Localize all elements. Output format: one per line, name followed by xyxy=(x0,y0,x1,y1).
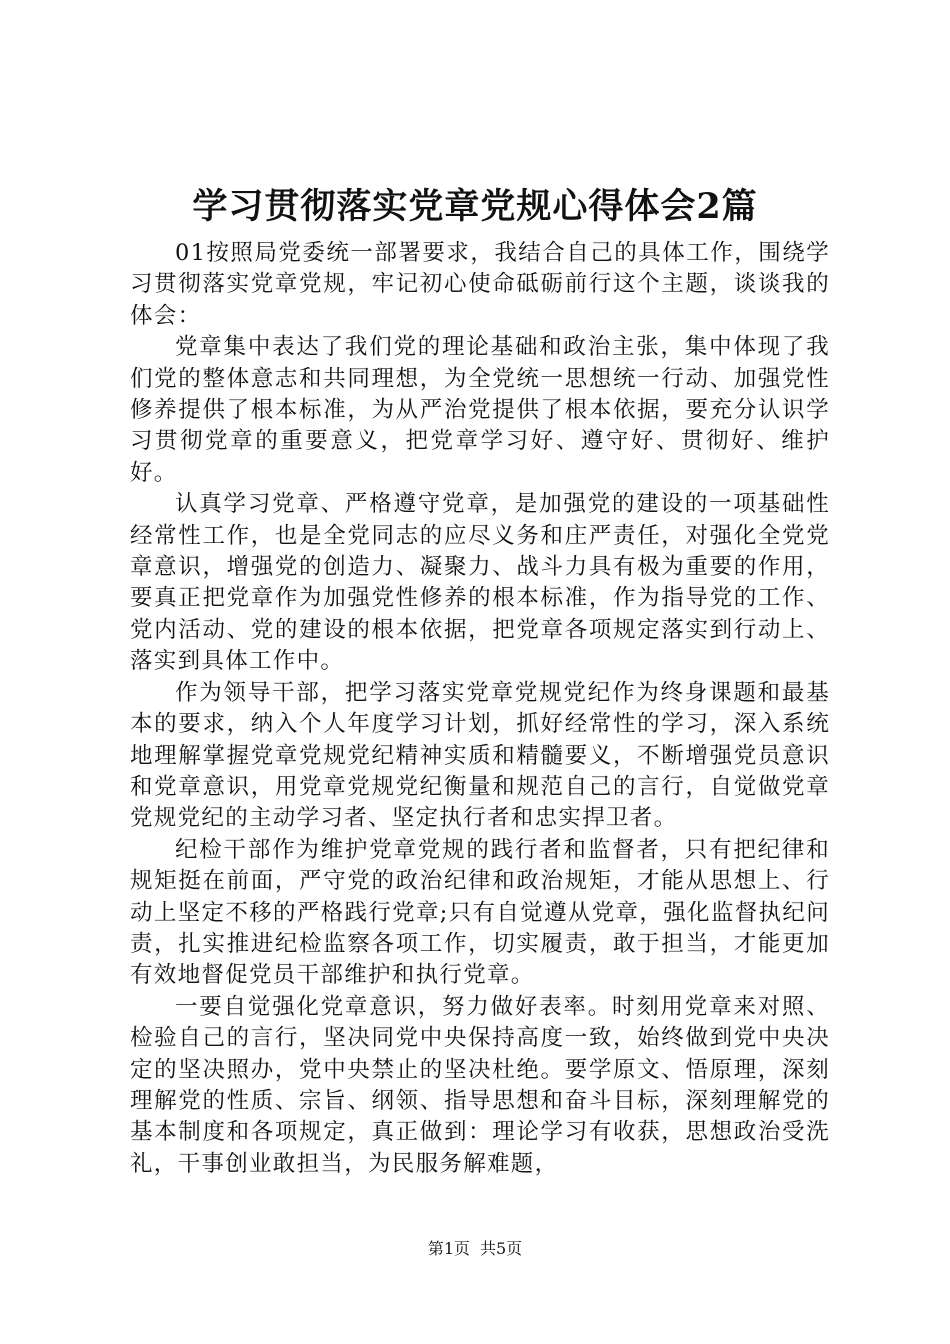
document-title: 学习贯彻落实党章党规心得体会2篇 xyxy=(192,186,758,227)
page-total: 共5页 xyxy=(480,1239,523,1258)
document-body xyxy=(130,238,830,1180)
paragraph: 作为领导干部，把学习落实党章党规党纪作为终身课题和最基本的要求，纳入个人年度学习计划，抓好经常性的学习，深入系统地理解掌握党章党规党纪精神实质和精髓要义，不断增强党员意识和党章意识，用党章党规党纪衡量和规范自己的言行，自觉做党章党规党纪的主动学习者、坚定执行者和忠实捍卫者。 xyxy=(130,679,830,832)
page-number: 第1页 xyxy=(427,1239,470,1258)
paragraph: 纪检干部作为维护党章党规的践行者和监督者，只有把纪律和规矩挺在前面，严守党的政治纪律和政治规矩，才能从思想上、行动上坚定不移的严格践行党章;只有自觉遵从党章，强化监督执纪问责，扎实推进纪检监察各项工作，切实履责，敢于担当，才能更加有效地督促党员干部维护和执行党章。 xyxy=(130,836,830,989)
paragraph: 党章集中表达了我们党的理论基础和政治主张，集中体现了我们党的整体意志和共同理想，为全党统一思想统一行动、加强党性修养提供了根本标准，为从严治党提供了根本依据，要充分认识学习贯彻党章的重要意义，把党章学习好、遵守好、贯彻好、维护好。 xyxy=(130,334,830,486)
paragraph: 01按照局党委统一部署要求，我结合自己的具体工作，围绕学习贯彻落实党章党规，牢记初心使命砥砺前行这个主题，谈谈我的体会： xyxy=(130,240,830,329)
paragraph: 认真学习党章、严格遵守党章，是加强党的建设的一项基础性经常性工作，也是全党同志的应尽义务和庄严责任，对强化全党党章意识，增强党的创造力、凝聚力、战斗力具有极为重要的作用，要真正把党章作为加强党性修养的根本标准，作为指导党的工作、党内活动、党的建设的根本依据，把党章各项规定落实到行动上、落实到具体工作中。 xyxy=(130,491,830,675)
paragraph: 一要自觉强化党章意识，努力做好表率。时刻用党章来对照、检验自己的言行，坚决同党中央保持高度一致，始终做到党中央决定的坚决照办，党中央禁止的坚决杜绝。要学原文、悟原理，深刻理解党的性质、宗旨、纲领、指导思想和奋斗目标，深刻理解党的基本制度和各项规定，真正做到：理论学习有收获，思想政治受洗礼，干事创业敢担当，为民服务解难题， xyxy=(130,993,830,1177)
page-footer xyxy=(0,1238,950,1260)
